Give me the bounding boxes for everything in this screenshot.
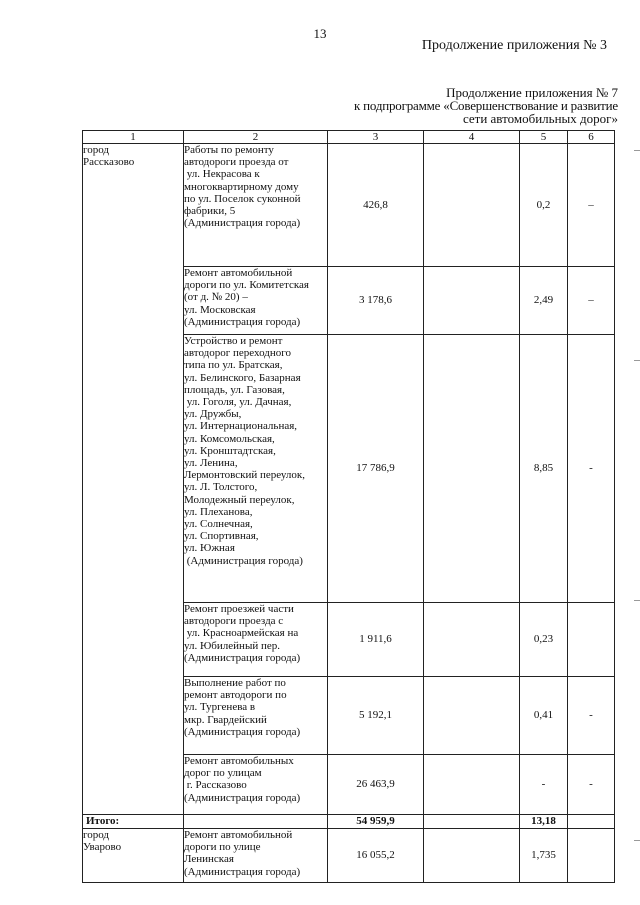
work-line: ул. Солнечная, [184,518,253,531]
column-header-2: 2 [184,131,328,144]
work-line: (от д. № 20) – [184,291,248,304]
work-description-cell [184,267,328,335]
work-description-cell [184,603,328,677]
length-cell: 0,41 [520,677,568,755]
work-line: ул. Гоголя, ул. Дачная, [184,396,292,409]
col6-cell [568,829,615,883]
work-line: Выполнение работ по [184,677,286,689]
work-line: Молодежный переулок, [184,493,295,506]
total-empty-cell [424,815,520,829]
work-line: ул. Комсомольская, [184,432,275,445]
work-line: ул. Юбилейный пер. [184,639,280,652]
cost-cell: 16 055,2 [328,829,424,883]
work-description-cell [184,677,328,755]
total-empty-cell [184,815,328,829]
length-cell: - [520,755,568,815]
work-line: (Администрация города) [184,791,301,804]
empty-cell [424,335,520,603]
work-line: Ленинская [184,853,234,866]
work-line: ул. Л. Толстого, [184,481,258,494]
work-line: (Администрация города) [184,315,301,328]
work-line: Лермонтовский переулок, [184,469,305,482]
work-line: автодороги проезда от [184,156,289,169]
work-line: (Администрация города) [184,217,301,230]
empty-cell [424,829,520,883]
cost-cell: 1 911,6 [328,603,424,677]
work-line: ул. Московская [184,303,256,316]
work-line: мкр. Гвардейский [184,713,267,726]
work-line: (Администрация города) [184,554,303,567]
work-line: ул. Тургенева в [184,701,256,714]
column-header-1: 1 [83,131,184,144]
column-header-3: 3 [328,131,424,144]
work-line: дороги по улице [184,841,261,854]
work-line: ул. Спортивная, [184,530,259,543]
col6-cell [568,603,615,677]
work-line: ул. Плеханова, [184,505,253,518]
cost-cell: 3 178,6 [328,267,424,335]
total-length-cell: 13,18 [520,815,568,829]
work-line: площадь, ул. Газовая, [184,383,285,396]
length-cell: 2,49 [520,267,568,335]
work-line: г. Рассказово [184,779,247,792]
work-line: Ремонт автомобильной [184,267,293,279]
work-line: ремонт автодороги по [184,689,287,702]
work-line: ул. Дружбы, [184,408,242,421]
cost-cell: 426,8 [328,144,424,267]
length-cell: 0,2 [520,144,568,267]
total-row [83,815,615,829]
col6-cell: - [568,335,615,603]
table-row [83,144,615,267]
col6-cell: – [568,267,615,335]
continuation-app3-heading: Продолжение приложения № 3 [421,38,607,53]
column-number-row [83,131,615,144]
cost-cell: 5 192,1 [328,677,424,755]
work-line: Ремонт автомобильных [184,755,294,767]
empty-cell [424,144,520,267]
work-description-cell [184,144,328,267]
work-line: дороги по ул. Комитетская [184,279,309,292]
place-line: Рассказово [83,156,135,169]
work-line: Ремонт автомобильной [184,829,293,841]
margin-mark [634,360,640,361]
length-cell: 8,85 [520,335,568,603]
col6-cell: - [568,755,615,815]
work-line: (Администрация города) [184,651,301,664]
margin-mark [634,600,640,601]
cost-cell: 26 463,9 [328,755,424,815]
work-description-cell [184,755,328,815]
work-line: дорог по улицам [184,767,262,780]
work-line: ул. Ленина, [184,457,238,470]
total-empty-cell [568,815,615,829]
work-line: (Администрация города) [184,725,301,738]
column-header-4: 4 [424,131,520,144]
work-line: Устройство и ремонт [184,335,283,347]
place-cell [83,144,184,815]
appendix-7-line-1: Продолжение приложения № 7 [446,85,618,100]
col6-cell: – [568,144,615,267]
length-cell: 1,735 [520,829,568,883]
empty-cell [424,755,520,815]
place-line: Уварово [83,841,122,854]
cost-cell: 17 786,9 [328,335,424,603]
work-line: автодороги проезда с [184,615,284,628]
work-line: типа по ул. Братская, [184,359,283,372]
work-line: (Администрация города) [184,865,301,878]
work-line: ул. Кронштадтская, [184,444,276,457]
place-cell [83,829,184,883]
column-header-6: 6 [568,131,615,144]
work-description-cell [184,335,328,603]
margin-mark [634,840,640,841]
work-line: ул. Белинского, Базарная [184,371,301,384]
appendix-7-line-2: к подпрограмме «Совершенствование и развитие [353,98,618,113]
total-label: Итого: [83,815,184,829]
col6-cell: - [568,677,615,755]
work-line: ул. Красноармейская на [184,627,299,640]
empty-cell [424,603,520,677]
page-number: 13 [313,26,327,41]
empty-cell [424,677,520,755]
appendix-7-line-3: сети автомобильных дорог» [462,111,618,126]
work-line: ул. Некрасова к [184,168,260,181]
roads-table [82,130,615,883]
place-line: город [83,144,110,156]
total-cost-cell: 54 959,9 [328,815,424,829]
work-line: Работы по ремонту [184,144,274,156]
work-line: многоквартирному дому [184,180,299,193]
place-line: город [83,829,110,841]
work-line: ул. Интернациональная, [184,420,298,433]
work-line: по ул. Поселок суконной [184,192,301,205]
table-row [83,829,615,883]
empty-cell [424,267,520,335]
margin-mark [634,150,640,151]
work-line: ул. Южная [184,542,235,555]
work-line: автодорог переходного [184,347,291,360]
length-cell: 0,23 [520,603,568,677]
appendix-7-heading [354,86,618,125]
work-line: Ремонт проезжей части [184,603,294,615]
work-description-cell [184,829,328,883]
column-header-5: 5 [520,131,568,144]
work-line: фабрики, 5 [184,205,236,218]
